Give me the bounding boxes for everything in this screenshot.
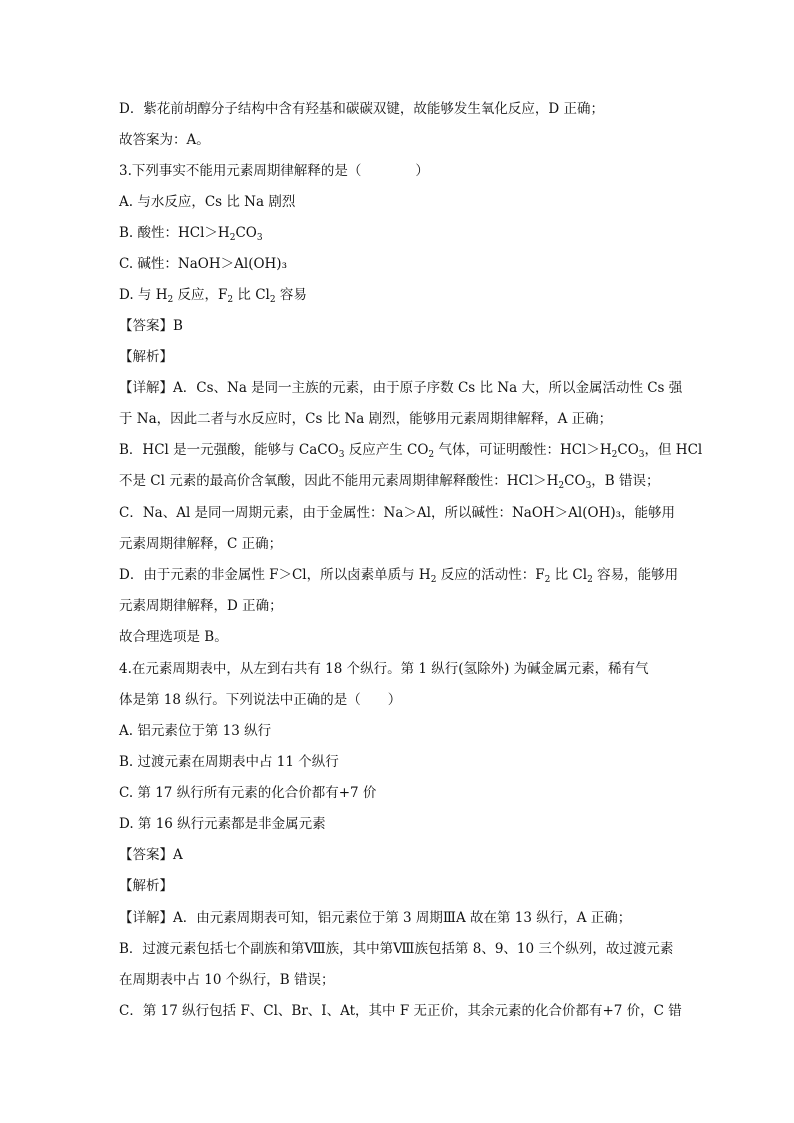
text-line: 故答案为：A。 [119, 132, 210, 148]
text-line: C. 第 17 纵行所有元素的化合价都有+7 价 [119, 785, 377, 801]
text-line: 元素周期律解释，D 正确； [119, 598, 283, 614]
text-segment: ，B 错误； [591, 473, 660, 489]
text-segment: 反应产生 CO [344, 442, 429, 458]
text-line: 【答案】A [119, 847, 183, 863]
text-line [119, 565, 679, 585]
text-segment: B. 酸性：HCl＞H [119, 225, 230, 241]
text-line: 【详解】A．Cs、Na 是同一主族的元素，由于原子序数 Cs 比 Na 大，所以金属活动性 Cs 强 [119, 380, 683, 396]
text-line: C. 碱性：NaOH＞Al(OH)₃ [119, 256, 287, 272]
text-line [119, 440, 703, 460]
text-segment: 气体，可证明酸性：HCl＞H [434, 442, 612, 458]
text-line: A. 与水反应，Cs 比 Na 剧烈 [119, 194, 296, 210]
text-line: 3.下列事实不能用元素周期律解释的是（ ） [119, 163, 429, 179]
text-line: B．过渡元素包括七个副族和第Ⅷ族，其中第Ⅷ族包括第 8、9、10 三个纵列，故过渡元素 [119, 941, 674, 957]
text-line: 【解析】 [119, 878, 173, 894]
text-line [119, 223, 679, 243]
subscript: 2 [611, 450, 618, 460]
text-segment: 容易 [275, 287, 307, 303]
subscript: 3 [638, 450, 645, 460]
subscript: 2 [587, 575, 593, 585]
text-segment: 反应的活动性：F [436, 567, 545, 583]
text-segment: CO [235, 225, 257, 241]
subscript: 2 [269, 295, 276, 305]
text-line: 于 Na，因此二者与水反应时，Cs 比 Na 剧烈，能够用元素周期律解释，A 正确； [119, 411, 613, 427]
subscript: 2 [430, 575, 437, 585]
subscript: 2 [167, 295, 174, 305]
text-line: 【详解】A．由元素周期表可知，铝元素位于第 3 周期ⅢA 故在第 13 纵行，A 正确； [119, 910, 632, 926]
subscript: 3 [338, 450, 345, 460]
subscript: 2 [229, 233, 236, 243]
text-segment: 容易，能够用 [592, 567, 679, 583]
text-segment: 反应，F [173, 287, 228, 303]
text-segment: 比 Cl [550, 567, 588, 583]
text-line: 【答案】B [119, 318, 183, 334]
subscript: 2 [428, 450, 435, 460]
text-line: 【解析】 [119, 349, 173, 365]
text-line: D. 第 16 纵行元素都是非金属元素 [119, 816, 326, 832]
text-segment: 比 Cl [233, 287, 270, 303]
subscript: 2 [544, 575, 551, 585]
text-line [119, 471, 679, 491]
text-line: 体是第 18 纵行。下列说法中正确的是（ ） [119, 692, 402, 708]
text-segment: B．HCl 是一元强酸，能够与 CaCO [119, 442, 339, 458]
text-line: C．Na、Al 是同一周期元素，由于金属性：Na＞Al，所以碱性：NaOH＞Al(OH)₃，能够用 [119, 505, 676, 521]
text-segment: 不是 Cl 元素的最高价含氧酸，因此不能用元素周期律解释酸性：HCl＞H [119, 473, 559, 489]
text-line: 在周期表中占 10 个纵行，B 错误； [119, 972, 335, 988]
text-line: 故合理选项是 B。 [119, 629, 228, 645]
text-line: B. 过渡元素在周期表中占 11 个纵行 [119, 754, 339, 770]
subscript: 2 [558, 481, 565, 491]
subscript: 3 [256, 233, 263, 243]
text-segment: CO [617, 442, 639, 458]
text-line: D．紫花前胡醇分子结构中含有羟基和碳碳双键，故能够发生氧化反应，D 正确； [119, 101, 604, 117]
text-segment: D．由于元素的非金属性 F＞Cl，所以卤素单质与 H [119, 567, 431, 583]
text-segment: D. 与 H [119, 287, 168, 303]
text-segment: ，但 HCl [644, 442, 703, 458]
subscript: 2 [227, 295, 234, 305]
text-line [119, 285, 679, 305]
text-segment: CO [564, 473, 586, 489]
text-line: 元素周期律解释，C 正确； [119, 536, 283, 552]
text-line: A. 铝元素位于第 13 纵行 [119, 723, 272, 739]
text-line: 4.在元素周期表中，从左到右共有 18 个纵行。第 1 纵行(氢除外) 为碱金属元素，稀有气 [119, 661, 649, 677]
subscript: 3 [585, 481, 592, 491]
text-line: C．第 17 纵行包括 F、Cl、Br、I、At，其中 F 无正价，其余元素的化合价都有+7 价，C 错 [119, 1003, 682, 1019]
